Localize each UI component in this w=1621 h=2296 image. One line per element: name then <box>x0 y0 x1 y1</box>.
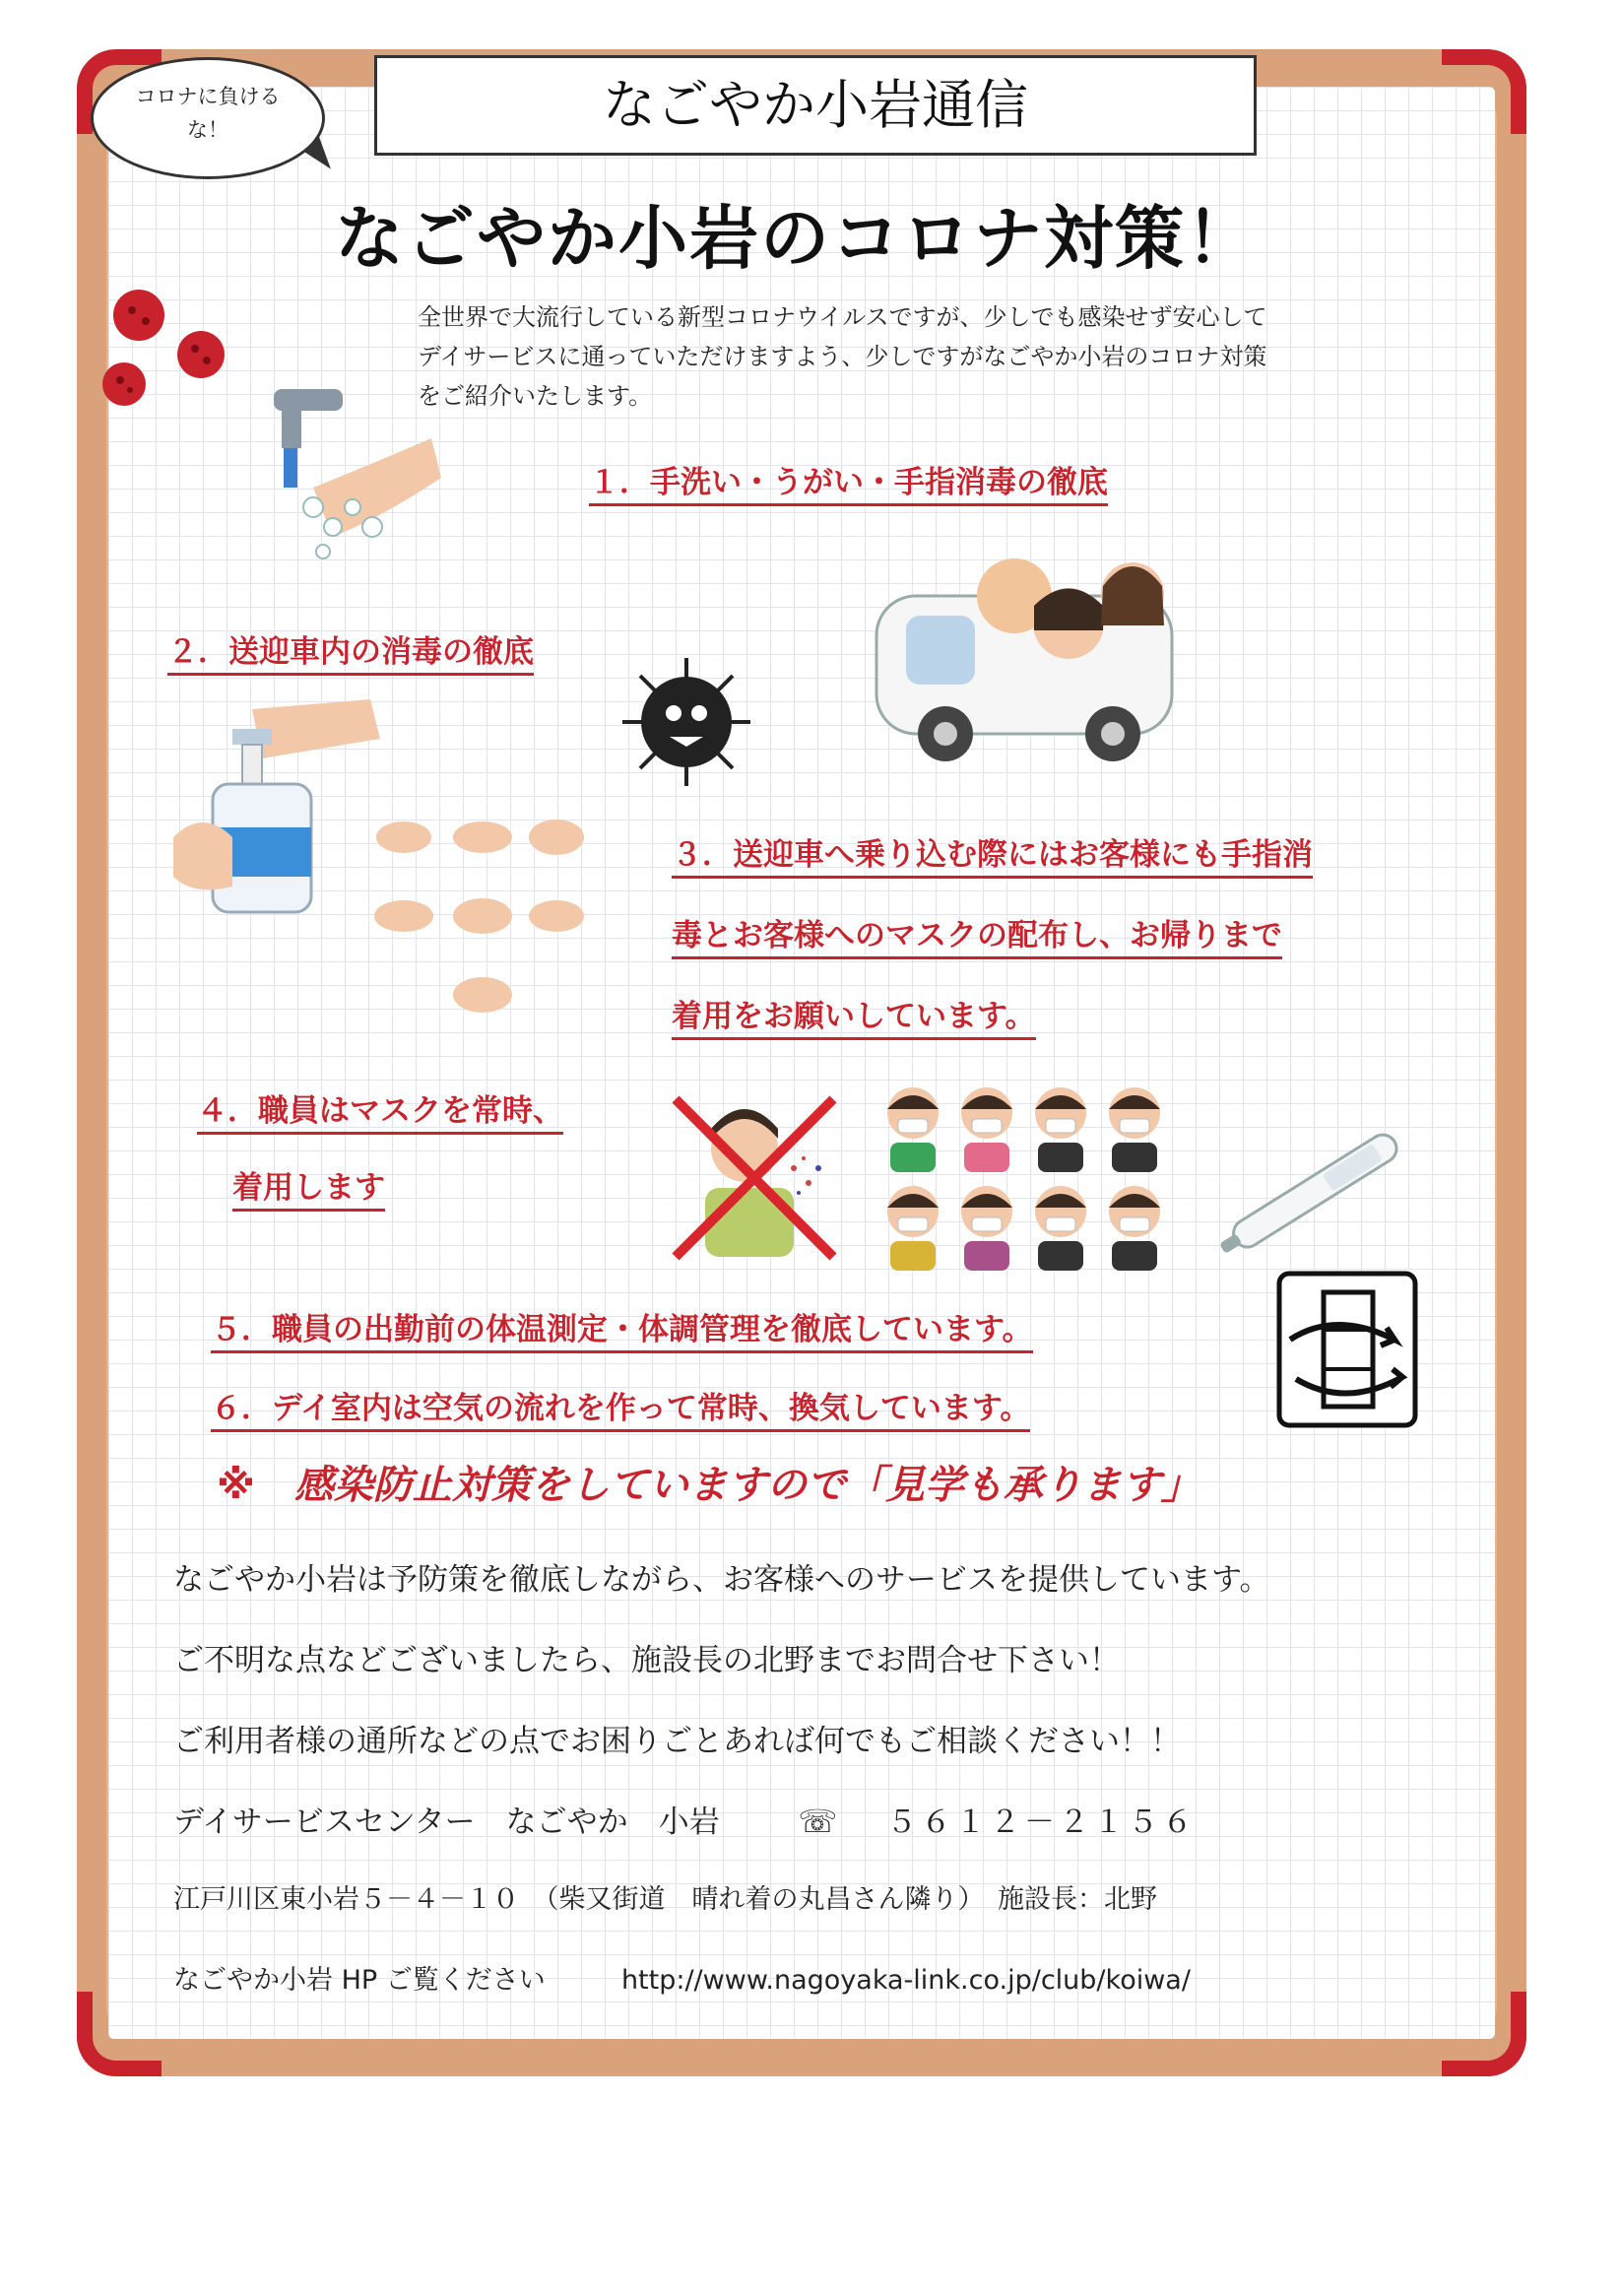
visit-notice: ※ 感染防止対策をしていますので「見学も承ります」 <box>217 1463 1200 1508</box>
speech-bubble-text: コロナに負けるな！ <box>135 85 281 142</box>
phone-number: ５６１２－２１５６ <box>886 1804 1198 1840</box>
germ-icon <box>613 648 760 796</box>
no-mask-icon <box>666 1089 843 1267</box>
closing-line-2: ご不明な点などございましたら、施設長の北野までお問合せ下さい！ <box>173 1643 1120 1678</box>
virus-icon <box>95 286 242 424</box>
speech-bubble <box>91 57 325 179</box>
measure-3-line-2: 毒とお客様へのマスクの配布し、お帰りまで <box>672 910 1282 959</box>
measure-6: ６．デイ室内は空気の流れを作って常時、換気しています。 <box>211 1383 1030 1432</box>
handwash-steps-icon <box>364 808 591 1024</box>
closing-line-3: ご利用者様の通所などの点でお困りごとあれば何でもご相談ください！！ <box>173 1724 1181 1759</box>
car-icon <box>867 537 1182 773</box>
measure-3-line-3: 着用をお願いしています。 <box>672 991 1036 1040</box>
newsletter-title: なごやか小岩通信 <box>374 55 1257 156</box>
intro-line: をご紹介いたします。 <box>418 382 653 410</box>
masked-people-icon <box>878 1082 1174 1279</box>
intro-text <box>418 297 1402 416</box>
sanitizer-icon <box>173 689 390 916</box>
hp-label: なごやか小岩 HP ご覧ください <box>173 1965 546 1996</box>
phone-icon: ☏ <box>798 1803 838 1840</box>
contact-line <box>173 1797 1197 1841</box>
measure-2: ２．送迎車内の消毒の徹底 <box>167 626 534 676</box>
center-name: デイサービスセンター なごやか 小岩 <box>173 1804 720 1840</box>
measure-3-line-1: ３．送迎車へ乗り込む際にはお客様にも手指消 <box>672 829 1313 879</box>
ventilation-icon <box>1276 1271 1418 1428</box>
measure-4-line-1: ４．職員はマスクを常時、 <box>197 1085 563 1135</box>
intro-line: デイサービスに通っていただけますよう、少しですがなごやか小岩のコロナ対策 <box>418 343 1267 370</box>
measure-1: １．手洗い・うがい・手指消毒の徹底 <box>589 457 1108 506</box>
address: 江戸川区東小岩５－４－１０ （柴又街道 晴れ着の丸昌さん隣り） 施設長：北野 <box>173 1884 1157 1915</box>
measure-4-line-2: 着用します <box>232 1162 385 1212</box>
page-title: なごやか小岩のコロナ対策！ <box>335 198 1257 279</box>
intro-line: 全世界で大流行している新型コロナウイルスですが、少しでも感染せず安心して <box>418 303 1267 331</box>
hp-url[interactable]: http://www.nagoyaka-link.co.jp/club/koiwa/ <box>620 1965 1191 1996</box>
homepage-line <box>173 1958 1191 1997</box>
thermometer-icon <box>1201 1123 1418 1261</box>
closing-line-1: なごやか小岩は予防策を徹底しながら、お客様へのサービスを提供しています。 <box>173 1562 1270 1598</box>
measure-5: ５．職員の出勤前の体温測定・体調管理を徹底しています。 <box>211 1304 1033 1353</box>
